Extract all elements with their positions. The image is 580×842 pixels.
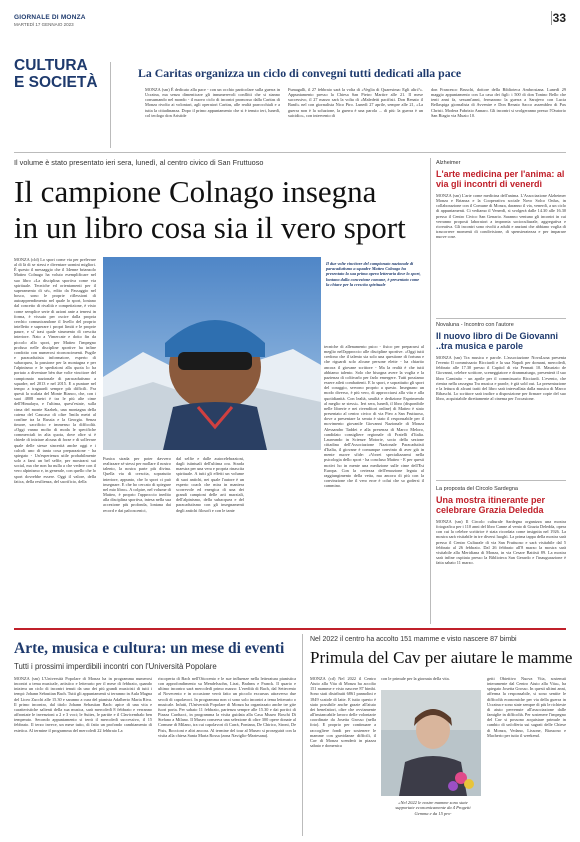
mountaineer-photo-image: [103, 257, 321, 450]
caritas-column-1: MONZA (sm) È dedicato alla pace - con un occhio particolare sulla guerra in Ucraina, ma senza dimenticare gli innumerevoli conflitti che si stanno consumando nel mondo - il nuovo ciclo di incontri promosso dalla Caritas di Monza rivolto ai volontari, agli operatori Caritas, alle realtà parrocchiali e a tutta la cittadinanza. Dopo il primo appuntamento che si è tenuto ieri, lunedì, col teologo don Aristide: [145, 87, 280, 118]
sardegna-headline-line2: celebrare Grazia Deledda: [436, 505, 544, 515]
caritas-bottom-rule: [14, 152, 566, 153]
colnago-headline: [14, 174, 424, 246]
cav-photo: [381, 690, 481, 796]
cav-headline: Primula del Cav per aiutare le mamme: [310, 648, 573, 667]
colnago-column-3: dal selfie e dalle autocelebrazioni, dagli istintuali dell'ultima ora. Strada maestra per una vera e propria rinascita spirituale. A tutti gli effetti un volume di suoi antichi, nei quale l'autore è un esperto coach che mira in maniera scorrevole ed energica di una dei grandi campioni delle arti marziali, dell'alpinismo, della subacquea e del paracadutismo con gli insegnamenti degli antichi filosofi e con le tante: [176, 456, 244, 513]
novaluna-box: [436, 322, 566, 472]
colnago-column-1: MONZA (cld) Lo sport come via per prelevare al di là di se stessi e diventare uomini migliori. È questo il messaggio che il 34enne brianzolo Matteo Colnago ha voluto esemplificare nel suo libro «La disciplina sportiva come via spirituale. Tecniche ed orientamenti per il superamento di sé», edito da Passaggio nel bosco, sono le proprie riflessioni di autoapprendimento nel quale lo sport, lontano dal concetto di rivalità e competizione, è visto come semplice serie di azioni ante a tenersi in forma, è vissuto per oscire dalla propria cerchio comunicandone il livello del proprio intelletto e superare i propri limiti e le proprie paure, e si' trasi quale strumento di crescita interiore. Nato a Vimercate e dotto fin da piccolo allo sport, per Matteo l'impegno profuso nelle discipline sportive ha infine condotto con numerosi riconoscimenti. Pugile e paracadutista informatore, esperto di subacquea, la passione per la montagna e per l'alpinismo e le spedizioni alla quota lo ha portato a diventare bèn due volte vincitore del campionato nazionale di paracadutismo a squadre, nel 2013 e nel 2015. E a puntare nel tempo a traguardi sempre più difficili. Fra questi la scalata del Monte Bianco, che, con i suoi 4808 metri è tra le più alte cime dell'Himalaya, e l'ultima, quest'estate, sulla cima del monte Kazbek, una montagna della catena del Caucaso di oltre 5mila metri al confine tra la Russia e la Georgia. Senza timore, sacrificio e immenso la difficoltà. «Oggi vanno molto di moda le specifiche commerciali in alta quota, dove oltre si è chiede di iniziare alcuna di forze e di sollevare quale delle stesse sincerità anche oggi e i calcoli uno di tanta cosa preparazione - ha spiegato - Un'esperienza utile probabilmente solo a farsi un bel selfie, per mostrarsi sui social, ma che non ha nulla a che vedere con il vero alpinismo e, in generale, con quello che lo sport dovrebbe essere. Oggi il valore, della fatica, della resilienza, del sacrificio, della: [14, 257, 96, 484]
section-line2: E SOCIETÀ: [14, 74, 98, 91]
cav-column-3: getti Obiettivo Nuova Vita, sostenuti interamente dal Centro Aiuto alla Vita», ha spiegato Josetta Grosso. In questi ultimi anni, afferma la responsabile, si sono sentite le difficoltà economiche per via della guerra in Ucraina e sono state sempre di più le richieste di aiuto pervenute all'associazione dalle famiglie in difficoltà. Per sostenere l'impegno del Cav si possono acquistare primule in cambio di un'offerta sui sagrati delle Chiese di Monza, Vedano, Lissone, Biassono e Macherio per tutto il weekend.: [487, 676, 566, 738]
caritas-headline: La Caritas organizza un ciclo di convegni tutti dedicati alla pace: [138, 66, 462, 80]
colnago-column-2: Funica strada per poter davvero realizzare sé stessi per mollare il nostro talento, la nostra parte più divina. Quella via di crescita, sopratutto interiore, appunto, che lo sport ci può insegnare. E che ho cercato di spiegare nel mio libro». A colpire, nel volume di Matteo, è proprio l'approccio inedito alla disciplina sportiva, intesa nella sua accezione più profonda, lontana dai record e dai palcoscenici,: [103, 456, 171, 513]
sardegna-kicker: La proposta del Circolo Sardegna: [436, 486, 518, 492]
cav-column-2: con le primule per la giornata della vita.: [381, 676, 450, 681]
page-number-divider: [551, 11, 552, 25]
arte-subhead: Tutti i prossimi imperdibili incontri con l'Università Popolare: [14, 662, 217, 671]
sidebar-divider: [430, 158, 431, 624]
bottom-section-red-bar: [14, 628, 566, 630]
cav-column-1: MONZA (cd) Nel 2022 il Centro Aiuto alla Vita di Monza ha accolto 151 mamme e visto nascere 87 bimbi. Sono stati distribuiti 6861 pannolini e 1849 scatole di latte. E tutto questo è stato possibile anche grazie all'aiuto dei benefattori, oltre che ovviamente all'instancabile lavoro delle volontarie coordinate da Josetta Grosso (nella foto). E proprio per continuare a raccogliere fondi per sostenere le mamme con gravidanze difficili, il Cav di Monza scenderà in piazza sabato e domenica: [310, 676, 376, 749]
sidebar-rule-2: [436, 480, 566, 481]
alzheimer-headline: L'arte medicina per l'anima: al via gli incontri di venerdì: [436, 169, 565, 189]
caritas-column-2: Fumagalli, il 27 febbraio sarà la volta di «Veglia di Quaresima: Egli altri?». Appuntamento presso la Chiesa San Pietro Martire alle 21. Il mese successivo, il 27 marzo sarà la volta di «Maledetti pacifisti. Don Renato il Banfi» nel con giornalista Nico Piro. Lunedì 27 aprile, sempre alle 21, «La guerra non è la soluzione, la guerra è una parola ... di più: la guerra è un suicidio», con intervento di: [288, 87, 423, 118]
arte-column-1: MONZA (sm) L'Università Popolare di Monza ha in programma numerosi incontri a tema musicale, artistico e letterario per il mese di febbraio, quando iniziera un ciclo di incontri tenuti da uno dei più grandi musicisti di tutti i tempi: Johann Sebastian Bach. Tutti gli appuntamenti si terranno in Aula Magna del Liceo Zucchi alle 15.30 e saranno a cura del pianista Adalberto Maria Riva. Il primo incontro, dal titolo Johann Sebastian Bach: apice di una vita e caratteristiche salienti della sua musica, sarà mercoledì 8 febbraio e verranno affrontate le invenzioni a 2 e 3 voci; le Suites, le partite e il Clavicembalo ben temperato. Secondo appuntamento si terrà il mercoledì successivo, il 15 febbraio. Il terzo invece, un mese tutto, di fatto un profondo cambiamento di estetica. Al termine il programma del mercoledì 22 febbraio La: [14, 676, 152, 733]
section-divider: [110, 62, 111, 148]
alzheimer-kicker: Alzheimer: [436, 160, 461, 166]
bottom-vertical-divider: [302, 634, 303, 836]
alzheimer-body: MONZA (sm) L'arte come medicina dell'anima. L'Associazione Alzheimer Monza e Brianza e la Cooperativa sociale Novo Solco Onlus, in collaborazione con il Comune di Monza, daranno il via, venerdì, a un ciclo di appuntamenti. Ci vediamo il Venerdì, si svolgerà dalle 14.30 alle 16.30 presso il Centro Civico San Genario. Saranno ventuno gli incontri in cui verranno proposti laboratori a impronta socioculturale, aggregativa e ricreativa. Gli incontri sono rivolti a adulti e anziani che abbiano voglia di trascorrere momenti di condivisione, di spensieratezza e per imparare nuove cose.: [436, 193, 566, 240]
novaluna-kicker: Novaluna - Incontro con l'autore: [436, 322, 514, 328]
novaluna-headline-line1: Il nuovo libro di De Giovanni: [436, 331, 559, 341]
novaluna-headline-line2: ..tra musica e parole: [436, 341, 524, 351]
colnago-caption: Il due volte vincitore del campionato nazionale di paracadutismo a squadre Matteo Colnago ha presentato la sua prima opera letteraria dove lo sport, lontano dalla concezione comune, è presentato come la chiave per la crescita spirituale: [326, 261, 421, 287]
arte-column-2: riscoperta di Bach nell'Ottocento e le sue influenze nella letteratura pianistica con approfondimento su Mendelssohn, Liszt, Brahms e Franck. Il quarto e ultimo incontro sarà mercoledì primo marzo: L'eredità di Bach, dal Settecento al Novecento e in occasione verrà fatto un piccolo excursus attraverso due secoli di capolavori. In programma non ci sono solo incontri a tema letterario o musicale. Infatti, l'Università Popolare di Monza ha organizzato anche tre gite fuori porta. Per sabato 11 febbraio, partenza sempre alle 15.30 e dai portici di Piazza Carducci, in programma la visita guidata alla Casa Museo Boschi Di Stefano a Milano. Il Museo conserva una selezione di oltre 300 opere donate al Comune di Milano, tra cui capolavori di Carrà, Fontana, De Chirico, Sironi, De Pisis, Boccioni e altri ancora. Al termine del tour al Museo si proseguirà con la visita alla chiesa Santa Maria Rossa (zona Naviglio-Martesana).: [158, 676, 296, 738]
josetta-grosso-photo-image: [381, 690, 481, 796]
page-number: 33: [552, 11, 566, 25]
colnago-kicker: Il volume è stato presentato ieri sera, lunedì, al centro civico di San Fruttuoso: [14, 158, 264, 167]
sidebar-rule-1: [436, 318, 566, 319]
caritas-column-3: don Francesco Bruschi, dottore della Biblioteca Ambrosiana. Lunedì 29 maggio appuntamento con La casa dei figli: i 500 di don Tonino Bello che tenti anni fa, sessant'anni, fermarono la guerra a Sarajevo con Lucia Bellaspiga giornalista di Avvenire e Don Renato Sacco assembleo di Pax Christi. Modera Fabrizio Annaro. Gli incontri si svolgeranno presso l'Oratorio San Biagio via Muzio 10.: [431, 87, 566, 118]
colnago-headline-line1: Il campione Colnago insegna: [14, 174, 377, 209]
arte-headline: Arte, musica e cultura: un mese di eventi: [14, 640, 285, 657]
cav-photo-caption: «Nel 2022 le nostre mamme sono state supportate economicamente da 4 Progetti Gemma e da 15 pro-: [395, 800, 471, 816]
section-line1: CULTURA: [14, 57, 88, 74]
novaluna-body: MONZA (sm) Tra musica e parole. L'associazione NovaLuna presenta l'evento Il commissario Ricciardi e la sua Napoli per domani, mercoledì, febbraio alle 17.30 presso il Capitol di via Pennati 10. Maurizio de Giovanni, celebre scrittore, sceneggiatore e drammaturgo, presenterà il suo libro Caminito - un aprile per il commissario Ricciardi. L'evento, che rientra nella rassegna Tra musica e parole, è già sold out. La presentazione e la lettura di alcuni tratti del libro sarà intervallata dalla musica di Marco Ribaschi. Lo scrittore sarà inoltre a disposizione per firmare copie del suo libro, acquistabile direttamente al cinema per l'occasione.: [436, 355, 566, 402]
sardegna-body: MONZA (sm) Il Circolo culturale Sardegna organizza una mostra fotografica per i 110 anni del libro Canne al vento di Grazia Deledda, opera con cui la celebre scrittrice è stata ricordata come insignita nel 1926. La mostra sarà visitabile in tre diversi luoghi. La prima tappa della mostra sarà presso il Centro Culturale di via San Fruttuoso e sarà visitabile dal 5 febbraio al 26 febbraio. Dal 26 febbraio all'8 marzo la mostra sarà visitabile alla Meridiana di Monza, in via Cesare Battisti 89. La mostra sarà infine ospitata presso la Biblioteca San Gerardo e l'inaugurazione è fatta sabato 11 marzo.: [436, 519, 566, 566]
colnago-photo: [103, 257, 321, 450]
sardegna-box: [436, 486, 566, 626]
alzheimer-box: [436, 158, 566, 314]
sardegna-headline-line1: Una mostra itinerante per: [436, 495, 546, 505]
paper-name: GIORNALE DI MONZA: [14, 14, 86, 21]
section-label: [14, 58, 104, 91]
masthead: [14, 8, 566, 32]
cav-kicker: Nel 2022 il centro ha accolto 151 mamme e visto nascere 87 bimbi: [310, 636, 517, 643]
colnago-column-4: tecniche di allenamento psico - fisico per prepararsi al meglio nell'approccio alle discipline sportive. «Oggi tutti credono che il talento sia solo una questione di fortuna e che riguardi solo alcune persone elette - ha chiarito ancora il giovane scrittore - Ma la realtà è che tutti abbiamo talento. Solo che bisogna avere la voglia e la pazienza di coltivarlo per farlo emergere. Tutti possiamo essere atleti combattenti. E lo sport, e soprattutto gli sport del coraggio, servono proprio a questo. Insegnano un modo diverso, è più vero, di approcciarsi alla vita e alla quotidianità. Con lealtà, umiltà e dedizione Esprimendo al meglio se stessi». Ieri sera, lunedì, il libro (disponibile nelle librerie e nei rivenditori online) di Matteo è stato presentato al centro civico di via Pieo a San Fruttuoso, dove a presentare la serata è stato il responsabile per il movimento giovanile Giovanni Nazionale di Monza Alessandro Taddei e alla presenza di Marco Meloro, candidato consigliere regionale di Fratelli d'Italia. Laureando in Scienze Motorie, socio della sezione cittadina dell'Associazione Nazionale Paracadutisti d'Italia, il giovane è comunque convinto di aver già in mente nuove sfide: «Vorrei specializzarmi nella psicologia dello sport - ha concluso Matteo - E per questi motivi ho in mente una medizione sulle cime dell'Est Europa. Con la certezza dell'emozione legata al raggiungimento della vetta, ma ancora di più con la convinzione che il vero eroe è colui che so godersi il cammino.: [324, 344, 424, 489]
colnago-headline-line2: in un libro cosa sia il vero sport: [14, 210, 406, 245]
issue-date: MARTEDÌ 17 GENNAIO 2023: [14, 22, 74, 27]
